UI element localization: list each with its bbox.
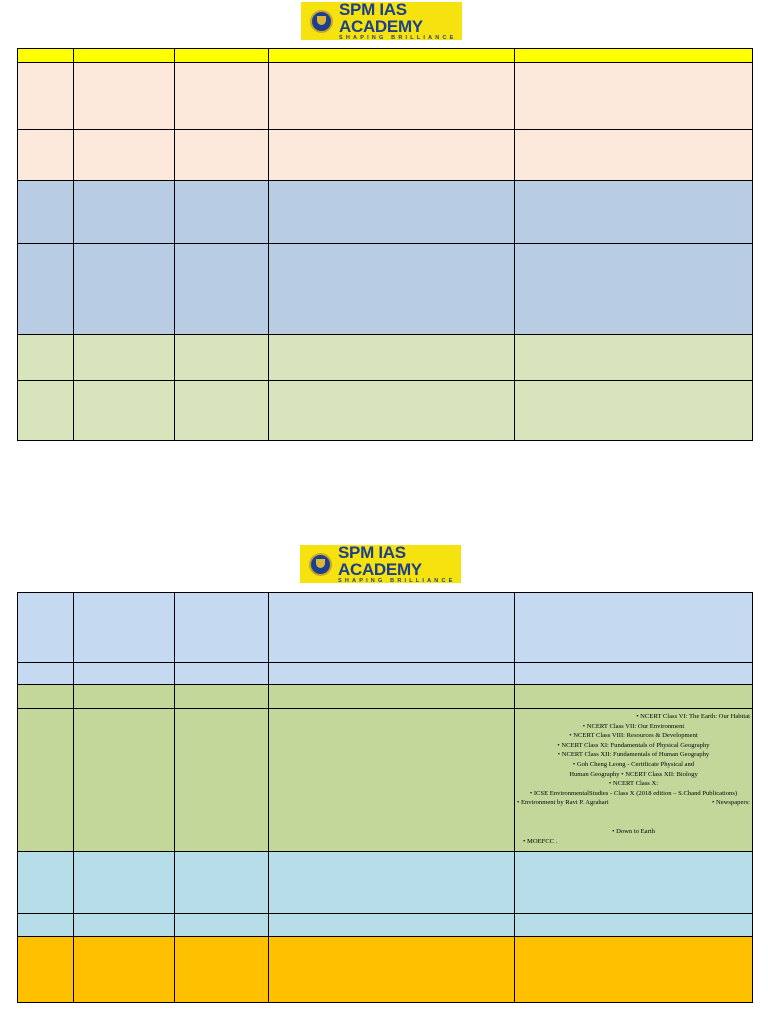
table-cell bbox=[74, 63, 175, 130]
table-cell bbox=[18, 937, 74, 1003]
reading-item: • MOEFCC . bbox=[523, 837, 558, 845]
table-cell bbox=[175, 181, 269, 244]
table-cell bbox=[515, 181, 753, 244]
table-cell bbox=[74, 381, 175, 441]
academy-logo bbox=[301, 2, 462, 40]
table-cell bbox=[18, 593, 74, 663]
table-cell bbox=[18, 244, 74, 335]
table-cell bbox=[74, 709, 175, 852]
table-row bbox=[18, 181, 753, 244]
reading-item: • NCERT Class VII: Our Environment bbox=[582, 722, 685, 730]
logo-name: SPM IAS ACADEMY bbox=[338, 542, 422, 579]
table-cell bbox=[175, 381, 269, 441]
table-cell bbox=[515, 937, 753, 1003]
schedule-table-1 bbox=[17, 48, 753, 441]
table-cell bbox=[269, 63, 515, 130]
logo-name: SPM IAS ACADEMY bbox=[339, 0, 423, 36]
table-cell bbox=[269, 685, 515, 709]
table-cell bbox=[175, 335, 269, 381]
logo-tagline: SHAPING BRILLIANCE bbox=[338, 577, 456, 584]
table-row bbox=[18, 593, 753, 663]
reading-item: • NCERT Class XII: Fundamentals of Human Geography bbox=[557, 751, 710, 759]
reading-item: • Down to Earth bbox=[612, 827, 655, 835]
table-cell bbox=[269, 335, 515, 381]
table-cell bbox=[175, 63, 269, 130]
table-cell bbox=[18, 685, 74, 709]
table-row bbox=[18, 130, 753, 181]
table-cell bbox=[269, 937, 515, 1003]
table-cell bbox=[269, 709, 515, 852]
table-cell bbox=[175, 852, 269, 914]
reading-list-cell bbox=[515, 709, 753, 852]
table-row bbox=[18, 63, 753, 130]
table-row bbox=[18, 381, 753, 441]
table-cell bbox=[74, 244, 175, 335]
table-cell bbox=[175, 244, 269, 335]
table-cell bbox=[18, 381, 74, 441]
table-cell bbox=[269, 852, 515, 914]
table-row bbox=[18, 937, 753, 1003]
table-cell bbox=[74, 593, 175, 663]
table-cell bbox=[515, 335, 753, 381]
table-cell bbox=[175, 593, 269, 663]
logo-tagline: SHAPING BRILLIANCE bbox=[339, 34, 457, 41]
table-cell bbox=[269, 663, 515, 685]
table-cell bbox=[269, 244, 515, 335]
table-cell bbox=[175, 914, 269, 937]
reading-item: • Newspapers: bbox=[711, 799, 750, 807]
table-cell bbox=[74, 335, 175, 381]
reading-item: • Environment by Ravi P. Agrahari bbox=[517, 799, 609, 807]
table-cell bbox=[269, 381, 515, 441]
table-cell bbox=[269, 181, 515, 244]
table-cell bbox=[515, 685, 753, 709]
table-row bbox=[18, 685, 753, 709]
reading-item: • NCERT Class XI: Fundamentals of Physical Geography bbox=[557, 741, 710, 749]
table-cell bbox=[515, 381, 753, 441]
table-cell bbox=[515, 63, 753, 130]
reading-item: Human Geography • NCERT Class XII: Biology bbox=[569, 770, 698, 778]
table-cell bbox=[515, 244, 753, 335]
reading-item: • ICSE EnvironmentalStudies - Class X (2018 edition – S.Chand Publications) bbox=[529, 789, 738, 797]
table-cell bbox=[175, 663, 269, 685]
table-cell bbox=[269, 593, 515, 663]
table-cell bbox=[515, 593, 753, 663]
table-cell bbox=[18, 852, 74, 914]
table-cell bbox=[515, 852, 753, 914]
table-cell bbox=[18, 663, 74, 685]
table-cell bbox=[74, 181, 175, 244]
table-cell bbox=[175, 709, 269, 852]
table-cell bbox=[18, 130, 74, 181]
table-row bbox=[18, 914, 753, 937]
table-cell bbox=[74, 852, 175, 914]
reading-item: • NCERT Class VIII: Resources & Development bbox=[569, 732, 698, 740]
shield-emblem-icon bbox=[309, 553, 332, 576]
table-cell bbox=[74, 937, 175, 1003]
academy-logo bbox=[300, 542, 461, 584]
table-cell bbox=[18, 49, 74, 63]
table-cell bbox=[18, 709, 74, 852]
table-row bbox=[18, 709, 753, 852]
table-cell bbox=[175, 937, 269, 1003]
table-cell bbox=[74, 663, 175, 685]
table-cell bbox=[74, 685, 175, 709]
table-cell bbox=[74, 49, 175, 63]
table-cell bbox=[18, 335, 74, 381]
table-header-row bbox=[18, 49, 753, 63]
table-cell bbox=[18, 181, 74, 244]
table-row bbox=[18, 663, 753, 685]
table-row bbox=[18, 335, 753, 381]
table-row bbox=[18, 852, 753, 914]
table-cell bbox=[515, 49, 753, 63]
reading-item: • Goh Cheng Leong - Certificate Physical and bbox=[572, 760, 695, 768]
schedule-table-2 bbox=[17, 592, 753, 1003]
table-cell bbox=[175, 685, 269, 709]
reading-item: • NCERT Class VI: The Earth: Our Habitat bbox=[636, 713, 750, 720]
table-cell bbox=[515, 130, 753, 181]
shield-emblem-icon bbox=[310, 10, 333, 33]
table-cell bbox=[269, 49, 515, 63]
table-row bbox=[18, 244, 753, 335]
table-cell bbox=[175, 49, 269, 63]
table-cell bbox=[269, 914, 515, 937]
table-cell bbox=[515, 914, 753, 937]
reading-item: • NCERT Class X: bbox=[608, 780, 659, 788]
table-cell bbox=[18, 914, 74, 937]
table-cell bbox=[74, 130, 175, 181]
table-cell bbox=[18, 63, 74, 130]
reading-list bbox=[515, 709, 752, 846]
table-cell bbox=[175, 130, 269, 181]
table-cell bbox=[74, 914, 175, 937]
table-cell bbox=[515, 663, 753, 685]
table-cell bbox=[269, 130, 515, 181]
